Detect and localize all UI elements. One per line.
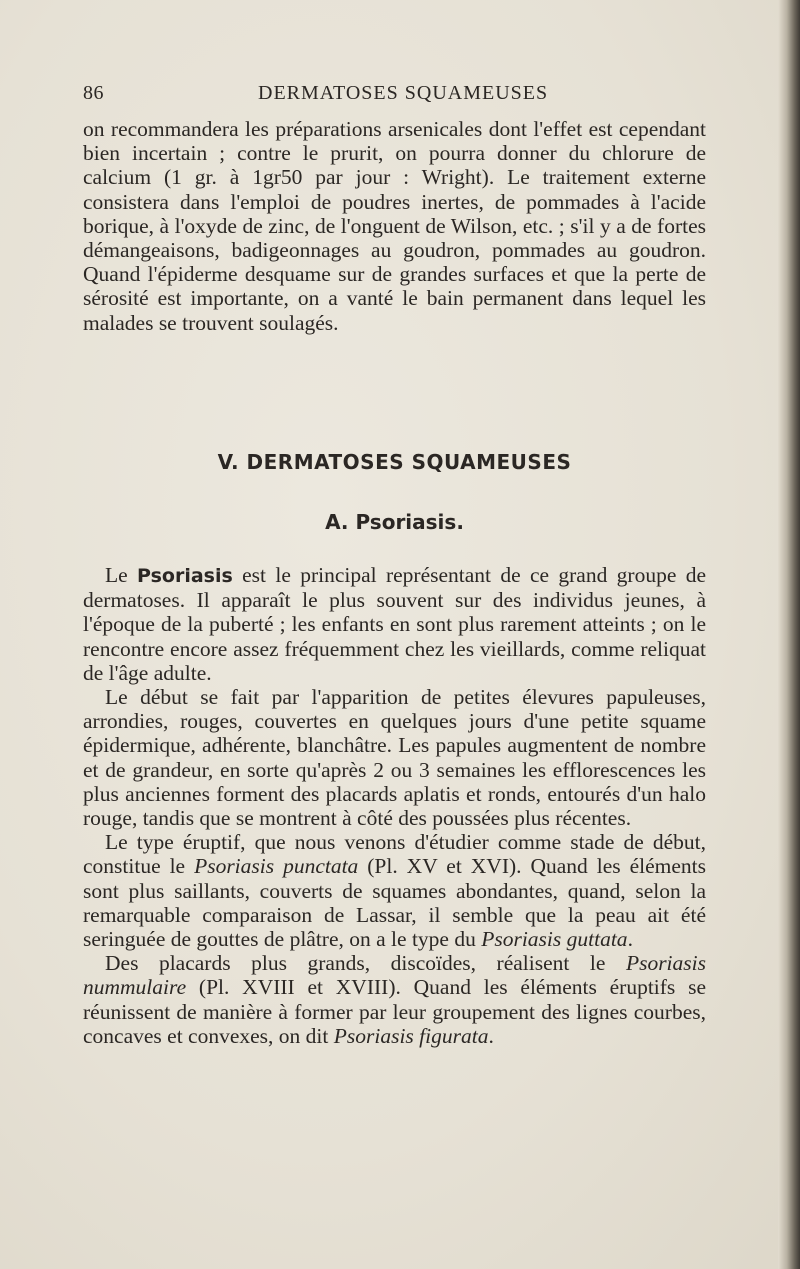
running-title: DERMATOSES SQUAMEUSES bbox=[258, 82, 549, 104]
paragraph-4 bbox=[83, 951, 706, 1048]
section-body bbox=[83, 563, 706, 1048]
paragraph-3 bbox=[83, 830, 706, 951]
page-number: 86 bbox=[83, 82, 104, 104]
paragraph-3-text-a: Le type éruptif, que nous venons d'étudier comme stade de début, constitue le bbox=[83, 830, 706, 879]
subsection-heading: A. Psoriasis. bbox=[325, 510, 464, 534]
section-heading: V. DERMATOSES SQUAMEUSES bbox=[217, 450, 572, 474]
paragraph-4-text-a: Des placards plus grands, discoïdes, réalisent le bbox=[105, 951, 626, 976]
term-psoriasis: Psoriasis bbox=[137, 565, 233, 587]
intro-paragraph-block bbox=[83, 117, 706, 335]
paragraph-3-text-b: (Pl. XV et XVI). Quand les éléments sont plus saillants, couverts de squames abondantes, quand, selon la remarquable comparaison de Lassar, il semble que la peau ait été seringuée de gouttes de plâtre, on a le type du bbox=[83, 854, 707, 952]
paragraph-1-text: est le principal représentant de ce grand groupe de dermatoses. Il apparaît le plus souvent sur des individus jeunes, à l'époque de la puberté ; les enfants en sont plus rarement atteints ; on le rencontre encore assez fréquemment chez les vieillards, comme reliquat de l'âge adulte. bbox=[83, 563, 706, 685]
term-psoriasis-punctata: Psoriasis punctata bbox=[194, 854, 359, 879]
paragraph-3-text-c: . bbox=[627, 927, 633, 952]
term-psoriasis-nummulaire: Psoriasis nummulaire bbox=[83, 951, 706, 1000]
paragraph-4-text-c: . bbox=[488, 1023, 494, 1048]
paragraph-2: Le début se fait par l'apparition de petites élevures papuleuses, arrondies, rouges, couvertes en quelques jours d'une petite squame épidermique, adhérente, blanchâtre. Les papules augmentent de nombre et de grandeur, en sorte qu'après 2 ou 3 semaines les efflorescences les plus anciennes forment des placards aplatis et ronds, entourés d'un halo rouge, tandis que se montrent à côté des poussées plus récentes. bbox=[83, 685, 706, 831]
page-edge-shadow bbox=[778, 0, 800, 1269]
running-header bbox=[83, 82, 703, 106]
paragraph-1-lead: Le bbox=[105, 563, 138, 587]
term-psoriasis-figurata: Psoriasis figurata bbox=[333, 1023, 489, 1048]
paragraph-1 bbox=[83, 563, 706, 685]
paragraph-4-text-b: (Pl. XVIII et XVIII). Quand les éléments éruptifs se réunissent de manière à former par leur groupement des lignes courbes, concaves et convexes, on dit bbox=[83, 975, 706, 1048]
term-psoriasis-guttata: Psoriasis guttata bbox=[481, 927, 628, 952]
intro-paragraph: on recommandera les préparations arsenicales dont l'effet est cependant bien incertain ; contre le prurit, on pourra donner du chlorure de calcium (1 gr. à 1gr50 par jour : Wright). Le traitement externe consistera dans l'emploi de poudres inertes, de pommades à l'acide borique, à l'oxyde de zinc, de l'onguent de Wilson, etc. ; s'il y a de fortes démangeaisons, badigeonnages au goudron, pommades au goudron. Quand l'épiderme desquame sur de grandes surfaces et que la perte de sérosité est importante, on a vanté le bain permanent dans lequel les malades se trouvent soulagés. bbox=[83, 117, 706, 335]
